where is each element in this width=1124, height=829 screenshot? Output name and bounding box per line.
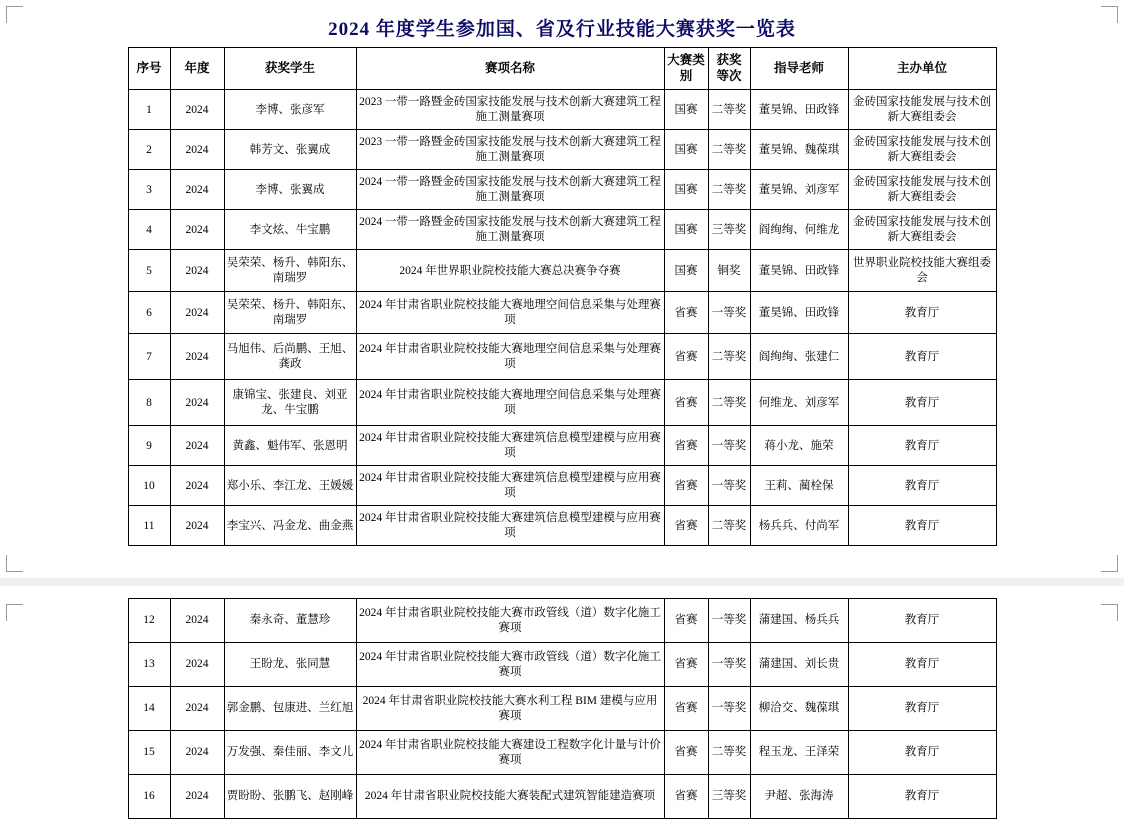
page-break: [0, 578, 1124, 586]
cell-host: 教育厅: [848, 775, 996, 819]
cell-host: 教育厅: [848, 599, 996, 643]
cell-teachers: 蒲建国、刘长贵: [750, 643, 848, 687]
cell-teachers: 董昊锦、田政锋: [750, 292, 848, 334]
cell-index: 16: [128, 775, 170, 819]
column-header-year: 年度: [170, 48, 224, 90]
cell-award: 一等奖: [708, 426, 750, 466]
cell-category: 国赛: [664, 250, 708, 292]
cell-students: 韩芳文、张翼成: [224, 130, 356, 170]
cell-teachers: 杨兵兵、付尚军: [750, 506, 848, 546]
cell-year: 2024: [170, 599, 224, 643]
table-row: [128, 90, 996, 130]
cell-index: 10: [128, 466, 170, 506]
cell-students: 郭金鹏、包康进、兰红旭: [224, 687, 356, 731]
cell-host: 教育厅: [848, 643, 996, 687]
cell-event: 2024 年甘肃省职业院校技能大赛建筑信息模型建模与应用赛项: [356, 506, 664, 546]
column-header-event: 赛项名称: [356, 48, 664, 90]
crop-mark-top-left-2: [6, 604, 23, 621]
cell-year: 2024: [170, 426, 224, 466]
cell-students: 王盼龙、张同慧: [224, 643, 356, 687]
cell-host: 金砖国家技能发展与技术创新大赛组委会: [848, 90, 996, 130]
cell-host: 教育厅: [848, 687, 996, 731]
cell-event: 2024 年甘肃省职业院校技能大赛建设工程数字化计量与计价赛项: [356, 731, 664, 775]
cell-teachers: 何维龙、刘彦军: [750, 380, 848, 426]
table-row: [128, 170, 996, 210]
cell-year: 2024: [170, 90, 224, 130]
cell-index: 13: [128, 643, 170, 687]
cell-host: 教育厅: [848, 731, 996, 775]
cell-award: 二等奖: [708, 731, 750, 775]
cell-index: 1: [128, 90, 170, 130]
cell-event: 2024 年甘肃省职业院校技能大赛地理空间信息采集与处理赛项: [356, 380, 664, 426]
cell-index: 4: [128, 210, 170, 250]
cell-teachers: 王莉、蔺栓保: [750, 466, 848, 506]
table-row: [128, 334, 996, 380]
table-row: [128, 506, 996, 546]
cell-event: 2024 年甘肃省职业院校技能大赛地理空间信息采集与处理赛项: [356, 334, 664, 380]
awards-table-page-2: [128, 598, 997, 819]
cell-students: 李文炫、牛宝鹏: [224, 210, 356, 250]
sheet-page-2: [0, 598, 1124, 829]
cell-award: 二等奖: [708, 130, 750, 170]
cell-host: 金砖国家技能发展与技术创新大赛组委会: [848, 210, 996, 250]
column-header-category: 大赛类别: [664, 48, 708, 90]
cell-event: 2024 一带一路暨金砖国家技能发展与技术创新大赛建筑工程施工测量赛项: [356, 210, 664, 250]
cell-year: 2024: [170, 466, 224, 506]
cell-year: 2024: [170, 506, 224, 546]
cell-category: 省赛: [664, 643, 708, 687]
cell-students: 黄鑫、魁伟军、张恩明: [224, 426, 356, 466]
cell-category: 国赛: [664, 90, 708, 130]
table-row: [128, 643, 996, 687]
table-row: [128, 466, 996, 506]
table-header-row: [128, 48, 996, 90]
awards-table-page-1: [128, 47, 997, 546]
cell-host: 教育厅: [848, 426, 996, 466]
cell-category: 省赛: [664, 506, 708, 546]
cell-teachers: 蒲建国、杨兵兵: [750, 599, 848, 643]
cell-event: 2024 年甘肃省职业院校技能大赛市政管线（道）数字化施工赛项: [356, 599, 664, 643]
cell-index: 14: [128, 687, 170, 731]
cell-event: 2024 年甘肃省职业院校技能大赛地理空间信息采集与处理赛项: [356, 292, 664, 334]
cell-year: 2024: [170, 643, 224, 687]
table-row: [128, 292, 996, 334]
cell-index: 5: [128, 250, 170, 292]
cell-index: 11: [128, 506, 170, 546]
cell-event: 2024 一带一路暨金砖国家技能发展与技术创新大赛建筑工程施工测量赛项: [356, 170, 664, 210]
crop-mark-bottom-left: [6, 555, 23, 572]
cell-teachers: 蒋小龙、施荣: [750, 426, 848, 466]
cell-award: 一等奖: [708, 599, 750, 643]
cell-category: 省赛: [664, 380, 708, 426]
crop-mark-bottom-right: [1101, 555, 1118, 572]
table-row: [128, 775, 996, 819]
cell-category: 国赛: [664, 130, 708, 170]
cell-category: 省赛: [664, 426, 708, 466]
table-row: [128, 687, 996, 731]
cell-year: 2024: [170, 210, 224, 250]
cell-index: 15: [128, 731, 170, 775]
cell-event: 2024 年甘肃省职业院校技能大赛水利工程 BIM 建模与应用赛项: [356, 687, 664, 731]
cell-category: 省赛: [664, 292, 708, 334]
crop-mark-top-right-2: [1101, 604, 1118, 621]
cell-host: 金砖国家技能发展与技术创新大赛组委会: [848, 130, 996, 170]
cell-teachers: 阎绚绚、何维龙: [750, 210, 848, 250]
cell-year: 2024: [170, 775, 224, 819]
cell-year: 2024: [170, 334, 224, 380]
cell-index: 3: [128, 170, 170, 210]
cell-students: 马旭伟、后尚鹏、王旭、龚政: [224, 334, 356, 380]
column-header-teachers: 指导老师: [750, 48, 848, 90]
cell-award: 铜奖: [708, 250, 750, 292]
column-header-award: 获奖等次: [708, 48, 750, 90]
cell-teachers: 董昊锦、刘彦军: [750, 170, 848, 210]
cell-award: 二等奖: [708, 90, 750, 130]
table-row: [128, 599, 996, 643]
column-header-host: 主办单位: [848, 48, 996, 90]
cell-students: 吴荣荣、杨升、韩阳东、南瑞罗: [224, 292, 356, 334]
cell-host: 金砖国家技能发展与技术创新大赛组委会: [848, 170, 996, 210]
cell-index: 8: [128, 380, 170, 426]
cell-teachers: 阎绚绚、张建仁: [750, 334, 848, 380]
cell-host: 世界职业院校技能大赛组委会: [848, 250, 996, 292]
cell-award: 二等奖: [708, 334, 750, 380]
cell-students: 李博、张翼成: [224, 170, 356, 210]
cell-award: 二等奖: [708, 380, 750, 426]
cell-award: 一等奖: [708, 643, 750, 687]
cell-event: 2023 一带一路暨金砖国家技能发展与技术创新大赛建筑工程施工测量赛项: [356, 130, 664, 170]
cell-students: 贾盼盼、张鹏飞、赵刚峰: [224, 775, 356, 819]
cell-event: 2024 年甘肃省职业院校技能大赛装配式建筑智能建造赛项: [356, 775, 664, 819]
table-body-page-2: [128, 599, 996, 819]
table-row: [128, 130, 996, 170]
cell-host: 教育厅: [848, 466, 996, 506]
cell-category: 省赛: [664, 466, 708, 506]
table-row: [128, 250, 996, 292]
cell-year: 2024: [170, 380, 224, 426]
cell-year: 2024: [170, 250, 224, 292]
cell-students: 康锦宝、张建良、刘亚龙、牛宝鹏: [224, 380, 356, 426]
cell-index: 2: [128, 130, 170, 170]
cell-event: 2024 年甘肃省职业院校技能大赛建筑信息模型建模与应用赛项: [356, 426, 664, 466]
cell-category: 国赛: [664, 170, 708, 210]
column-header-students: 获奖学生: [224, 48, 356, 90]
cell-category: 省赛: [664, 599, 708, 643]
cell-category: 省赛: [664, 775, 708, 819]
cell-event: 2024 年世界职业院校技能大赛总决赛争夺赛: [356, 250, 664, 292]
cell-category: 省赛: [664, 334, 708, 380]
cell-index: 7: [128, 334, 170, 380]
cell-students: 秦永奇、董慧珍: [224, 599, 356, 643]
cell-year: 2024: [170, 687, 224, 731]
cell-teachers: 董昊锦、魏葆琪: [750, 130, 848, 170]
table-row: [128, 426, 996, 466]
cell-students: 郑小乐、李江龙、王媛媛: [224, 466, 356, 506]
cell-index: 12: [128, 599, 170, 643]
cell-host: 教育厅: [848, 334, 996, 380]
cell-award: 一等奖: [708, 466, 750, 506]
cell-award: 三等奖: [708, 210, 750, 250]
cell-teachers: 尹超、张海涛: [750, 775, 848, 819]
cell-year: 2024: [170, 731, 224, 775]
cell-category: 国赛: [664, 210, 708, 250]
cell-students: 吴荣荣、杨升、韩阳东、南瑞罗: [224, 250, 356, 292]
cell-teachers: 柳洽交、魏葆琪: [750, 687, 848, 731]
cell-host: 教育厅: [848, 292, 996, 334]
cell-award: 一等奖: [708, 687, 750, 731]
cell-host: 教育厅: [848, 506, 996, 546]
cell-students: 万发强、秦佳丽、李文儿: [224, 731, 356, 775]
cell-event: 2024 年甘肃省职业院校技能大赛市政管线（道）数字化施工赛项: [356, 643, 664, 687]
page-title: 2024 年度学生参加国、省及行业技能大赛获奖一览表: [328, 19, 796, 40]
cell-award: 二等奖: [708, 506, 750, 546]
cell-award: 一等奖: [708, 292, 750, 334]
cell-event: 2024 年甘肃省职业院校技能大赛建筑信息模型建模与应用赛项: [356, 466, 664, 506]
cell-students: 李博、张彦军: [224, 90, 356, 130]
table-row: [128, 380, 996, 426]
cell-year: 2024: [170, 130, 224, 170]
cell-event: 2023 一带一路暨金砖国家技能发展与技术创新大赛建筑工程施工测量赛项: [356, 90, 664, 130]
cell-category: 省赛: [664, 687, 708, 731]
cell-host: 教育厅: [848, 380, 996, 426]
cell-index: 9: [128, 426, 170, 466]
table-row: [128, 210, 996, 250]
table-body-page-1: [128, 90, 996, 546]
cell-year: 2024: [170, 292, 224, 334]
cell-teachers: 程玉龙、王泽荣: [750, 731, 848, 775]
cell-index: 6: [128, 292, 170, 334]
cell-teachers: 董昊锦、田政锋: [750, 90, 848, 130]
cell-award: 三等奖: [708, 775, 750, 819]
table-row: [128, 731, 996, 775]
cell-teachers: 董昊锦、田政锋: [750, 250, 848, 292]
column-header-index: 序号: [128, 48, 170, 90]
cell-category: 省赛: [664, 731, 708, 775]
cell-students: 李宝兴、冯金龙、曲金燕: [224, 506, 356, 546]
cell-award: 二等奖: [708, 170, 750, 210]
cell-year: 2024: [170, 170, 224, 210]
